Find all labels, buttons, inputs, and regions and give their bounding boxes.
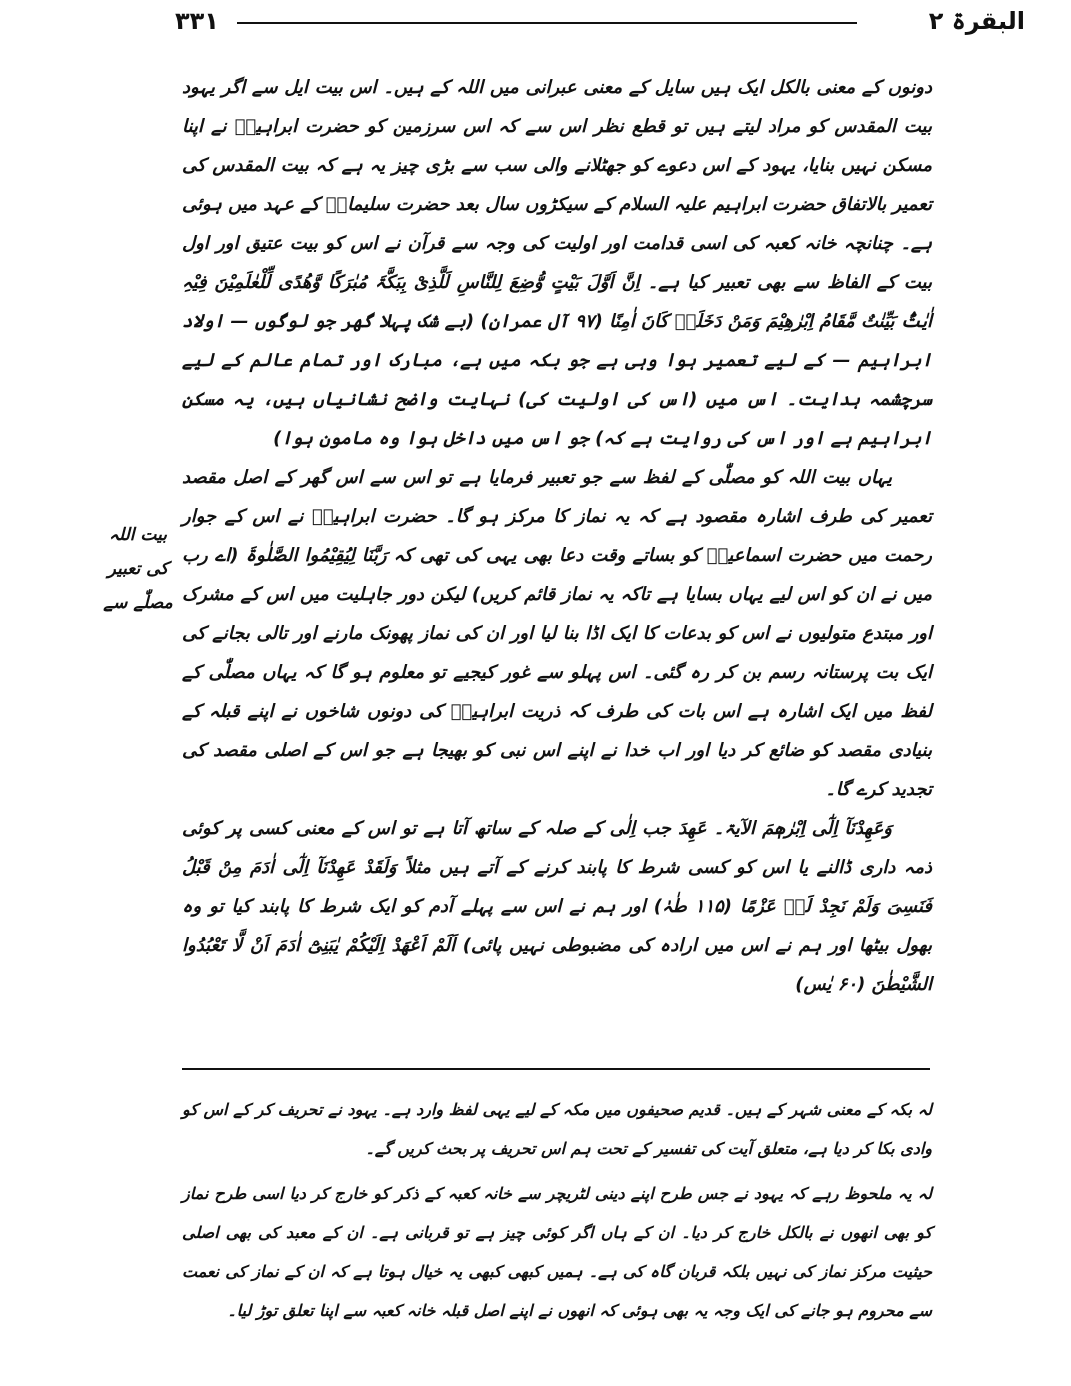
- margin-note: [98, 518, 178, 620]
- footnote: لہ یہ ملحوظ رہے کہ یہود نے جس طرح اپنے دینی لٹریچر سے خانہ کعبہ کے ذکر کو خارج کر دیا اسی طرح نماز کو بھی انھوں نے بالکل خارج کر دیا۔ ان کے ہاں اگر کوئی چیز ہے تو قربانی ہے۔ ان کے معبد کی بھی اصلی حیثیت مرکز نماز کی نہیں بلکہ قربان گاہ کی ہے۔ ہمیں کبھی کبھی یہ خیال ہوتا ہے کہ ان کے نماز کی نعمت سے محروم ہو جانے کی ایک وجہ یہ بھی ہوئی کہ انھوں نے اپنے اصل قبلہ خانہ کعبہ سے اپنا تعلق توڑ لیا۔: [182, 1184, 933, 1320]
- footnote-divider: [182, 1068, 930, 1070]
- header-rule: [237, 22, 857, 24]
- page-number: ۳۳۱: [175, 7, 219, 35]
- margin-note-line: بیت اللہ: [109, 525, 167, 545]
- paragraph: وَعَھِدْنَآ اِلٰٓی اِبْرٰھٖمَ الآیۃ۔ عَھِدَ جب اِلٰی کے صلہ کے ساتھ آتا ہے تو اس کے معنی کسی پر کوئی ذمہ داری ڈالنے یا اس کو کسی شرط کا پابند کرنے کے آتے ہیں مثلاً وَلَقَدْ عَھِدْنَآ اِلٰٓی اٰدَمَ مِنْ قَبْلُ فَنَسِیَ وَلَمْ نَجِدْ لَہٗ عَزْمًا (۱۱۵ طٰہٰ) اور ہم نے اس سے پہلے آدم کو ایک شرط کا پابند کیا تو وہ بھول بیٹھا اور ہم نے اس میں ارادہ کی مضبوطی نہیں پائی) اَلَمْ اَعْھَدْ اِلَیْکُمْ یٰبَنِیْٓ اٰدَمَ اَنْ لَّا تَعْبُدُوا الشَّیْطٰنَ (۶۰ یٰس): [182, 818, 933, 995]
- margin-note-line: مصلّٰے سے: [103, 593, 173, 613]
- margin-note-line: کی تعبیر: [107, 559, 169, 579]
- page-header: [175, 6, 1025, 38]
- paragraph: دونوں کے معنی بالکل ایک ہیں سایل کے معنی عبرانی میں اللہ کے ہیں۔ اس بیت ایل سے اگر یہود بیت المقدس کو مراد لیتے ہیں تو قطع نظر اس سے کہ اس سرزمین کو حضرت ابراہیمؑ نے اپنا مسکن نہیں بنایا، یہود کے اس دعوے کو جھٹلانے والی سب سے بڑی چیز یہ ہے کہ بیت المقدس کی تعمیر بالاتفاق حضرت ابراہیم علیہ السلام کے سیکڑوں سال بعد حضرت سلیمانؑ کے عہد میں ہوئی ہے۔ چنانچہ خانہ کعبہ کی اسی قدامت اور اولیت کی وجہ سے قرآن نے اس کو بیت عتیق اور اول بیت کے الفاظ سے بھی تعبیر کیا ہے۔ اِنَّ اَوَّلَ بَیْتٍ وُّضِعَ لِلنَّاسِ لَلَّذِیْ بِبَکَّۃَ مُبٰرَکًا وَّھُدًی لِّلْعٰلَمِیْنَ فِیْہِ اٰیٰتٌۢ بَیِّنٰتٌ مَّقَامُ اِبْرٰھِیْمَ وَمَنْ دَخَلَہٗ کَانَ اٰمِنًا (۹۷ آل عمران) (بے شک پہلا گھر جو لوگوں — اولاد ابراہیم — کے لیے تعمیر ہوا وہی ہے جو بکہ میں ہے، مبارک اور تمام عالم کے لیے سرچشمہ ہدایت۔ اس میں (اس کی اولیت کی) نہایت واضح نشانیاں ہیں، یہ مسکن ابراہیم ہے اور اس کی روایت ہے کہ) جو اس میں داخل ہوا وہ مامون ہوا): [182, 77, 932, 449]
- main-text: [182, 68, 932, 1004]
- paragraph: یہاں بیت اللہ کو مصلّٰی کے لفظ سے جو تعبیر فرمایا ہے تو اس سے اس گھر کے اصل مقصد تعمیر کی طرف اشارہ مقصود ہے کہ یہ نماز کا مرکز ہو گا۔ حضرت ابراہیمؑ نے اس کے جوار رحمت میں حضرت اسماعیلؑ کو بساتے وقت دعا بھی یہی کی تھی کہ رَبَّنَا لِیُقِیْمُوا الصَّلٰوۃَ (اے رب میں نے ان کو اس لیے یہاں بسایا ہے تاکہ یہ نماز قائم کریں) لیکن دور جاہلیت میں اس کے مشرک اور مبتدع متولیوں نے اس کو بدعات کا ایک اڈا بنا لیا اور ان کی نماز پھونک مارنے اور تالی بجانے کی ایک بت پرستانہ رسم بن کر رہ گئی۔ اس پہلو سے غور کیجیے تو معلوم ہو گا کہ یہاں مصلّٰی کے لفظ میں ایک اشارہ ہے اس بات کی طرف کہ ذریت ابراہیمؑ کی دونوں شاخوں نے اپنے قبلہ کے بنیادی مقصد کو ضائع کر دیا اور اب خدا نے اپنے اس نبی کو بھیجا ہے جو اس کے اصلی مقصد کی تجدید کرے گا۔: [182, 467, 932, 800]
- footnotes: [182, 1090, 932, 1336]
- surah-title: البقرۃ ۲: [928, 7, 1025, 35]
- footnote: لہ بکہ کے معنی شہر کے ہیں۔ قدیم صحیفوں میں مکہ کے لیے یہی لفظ وارد ہے۔ یہود نے تحریف کر کے اس کو وادی بکا کر دیا ہے، متعلق آیت کی تفسیر کے تحت ہم اس تحریف پر بحث کریں گے۔: [182, 1100, 933, 1158]
